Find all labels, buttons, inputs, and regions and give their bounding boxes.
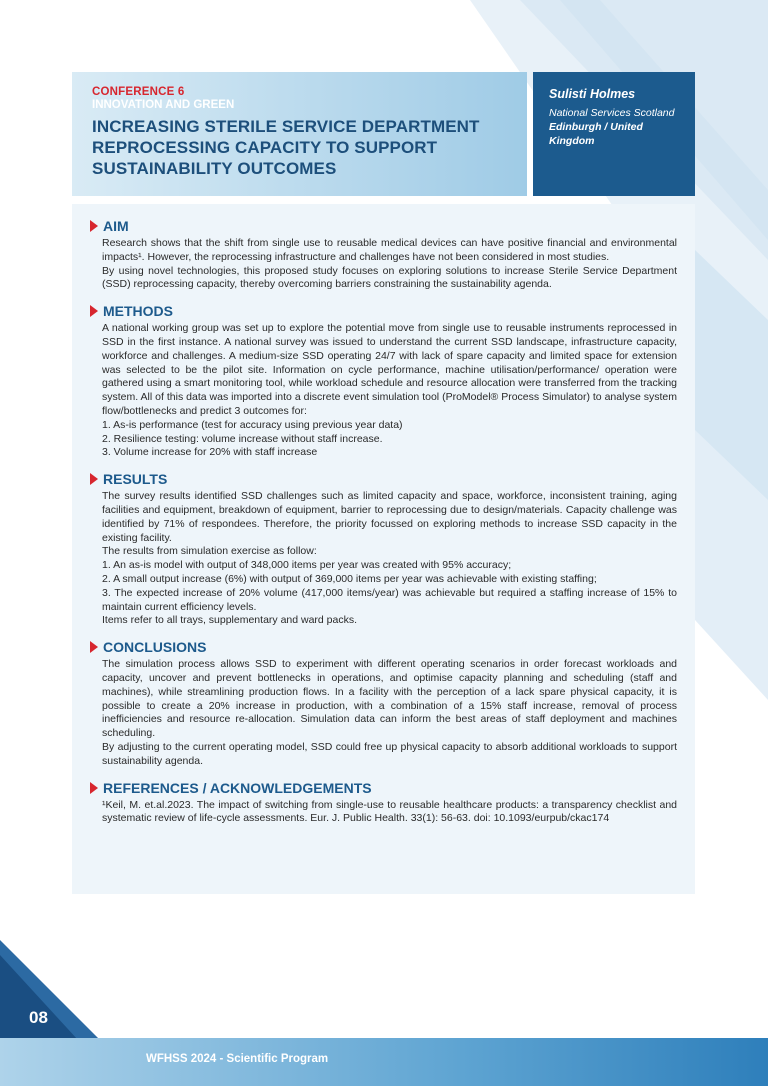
paragraph: The simulation process allows SSD to experiment with different operating scenarios in order forecast workloads and capacity, uncover and prevent bottlenecks in operations, and optimise capacity planning and scheduling (staff and machines), while streamlining production flows. In a facility with the perception of a lack spare physical capacity, it is possible to create a 20% increase in production, with a combination of a 15% staff increase, removal of process inefficiencies and resource re-allocation. Simulation data can inform the best areas of staff deployment and machines scheduling. bbox=[102, 658, 677, 740]
section-heading bbox=[90, 303, 677, 319]
list-item: 3. Volume increase for 20% with staff increase bbox=[102, 446, 318, 459]
section-title: CONCLUSIONS bbox=[103, 639, 207, 656]
section-methods bbox=[90, 303, 677, 460]
paragraph: Research shows that the shift from single use to reusable medical devices can have positive financial and environmental impacts¹. However, the reprocessing infrastructure and challenges have not been considered in most studies. bbox=[102, 237, 677, 263]
list-item: 1. An as-is model with output of 348,000 items per year was created with 95% accuracy; bbox=[102, 559, 512, 572]
paragraph: By using novel technologies, this proposed study focuses on exploring solutions to increase Sterile Service Department (SSD) reprocessing capacity, thereby overcoming barriers constraining the sustainability agenda. bbox=[102, 264, 677, 291]
paragraph: The results from simulation exercise as follow: bbox=[102, 545, 317, 558]
title-banner bbox=[72, 72, 527, 196]
paragraph: The survey results identified SSD challenges such as limited capacity and space, workforce, inconsistent training, aging facilities and equipment, breakdown of equipment, barrier to reprocessing due to design/materials. Capacity challenge was identified by 71% of respondees. Therefore, the priority focussed on exploring methods to increase SSD capacity in the existing facility. bbox=[102, 490, 677, 544]
conference-label: CONFERENCE 6 bbox=[92, 86, 185, 98]
paragraph: Items refer to all trays, supplementary and ward packs. bbox=[102, 614, 358, 627]
triangle-bullet-icon bbox=[90, 220, 98, 232]
section-heading bbox=[90, 639, 677, 655]
footer-program-label: WFHSS 2024 - Scientific Program bbox=[146, 1053, 329, 1065]
section-heading bbox=[90, 780, 677, 796]
author-panel bbox=[533, 72, 695, 196]
paragraph: A national working group was set up to explore the potential move from single use to reusable instruments reprocessed in SSD in the first instance. A national survey was issued to understand the current SSD landscape, infrastructure capacity, workforce and challenges. A medium-size SSD operating 24/7 with lack of spare capacity and limited space for extension was selected to be the pilot site. Information on cycle performance, machine utilisation/performance/ operation were gathered using a smart monitoring tool, while workload schedule and resource allocation were transferred from the tracking system. All of this data was imported into a discrete event simulation tool (ProModel® Process Simulator) to analyse system flow/bottlenecks and predict 3 outcomes for: bbox=[102, 322, 677, 417]
author-affiliation: National Services Scotland bbox=[549, 107, 675, 119]
section-title: AIM bbox=[103, 218, 129, 234]
list-item: 2. A small output increase (6%) with output of 369,000 items per year was achievable with existing staffing; bbox=[102, 572, 597, 585]
section-title: REFERENCES / ACKNOWLEDGEMENTS bbox=[103, 779, 372, 796]
track-label: INNOVATION AND GREEN bbox=[92, 99, 235, 111]
section-heading bbox=[90, 218, 677, 234]
author-location: Edinburgh / United Kingdom bbox=[549, 121, 643, 147]
reference-item: ¹Keil, M. et.al.2023. The impact of switching from single-use to reusable healthcare products: a transparency checklist and systematic review of life-cycle assessments. Eur. J. Public Health. 33(1): 56-63. doi: 10.1093/eurpub/ckac174 bbox=[102, 798, 677, 825]
paragraph: By adjusting to the current operating model, SSD could free up physical capacity to absorb additional workloads to support sustainability agenda. bbox=[102, 740, 677, 767]
triangle-bullet-icon bbox=[90, 641, 98, 653]
triangle-bullet-icon bbox=[90, 782, 98, 794]
section-aim bbox=[90, 218, 677, 292]
section-references bbox=[90, 780, 677, 827]
abstract-body bbox=[72, 204, 695, 894]
author-name: Sulisti Holmes bbox=[549, 87, 636, 101]
page-number: 08 bbox=[29, 1008, 48, 1027]
triangle-bullet-icon bbox=[90, 473, 98, 485]
list-item: 3. The expected increase of 20% volume (417,000 items/year) was achievable but required a staffing increase of 15% to maintain current efficiency levels. bbox=[102, 586, 677, 613]
section-results bbox=[90, 471, 677, 628]
section-heading bbox=[90, 471, 677, 487]
footer-bar bbox=[0, 1038, 768, 1086]
list-item: 1. As-is performance (test for accuracy using previous year data) bbox=[102, 418, 403, 431]
section-conclusions bbox=[90, 639, 677, 768]
triangle-bullet-icon bbox=[90, 305, 98, 317]
paper-title: INCREASING STERILE SERVICE DEPARTMENT REPROCESSING CAPACITY TO SUPPORT SUSTAINABILITY OUTCOMES bbox=[92, 117, 480, 178]
section-title: METHODS bbox=[103, 303, 173, 320]
list-item: 2. Resilience testing: volume increase without staff increase. bbox=[102, 432, 383, 445]
section-title: RESULTS bbox=[103, 471, 168, 488]
